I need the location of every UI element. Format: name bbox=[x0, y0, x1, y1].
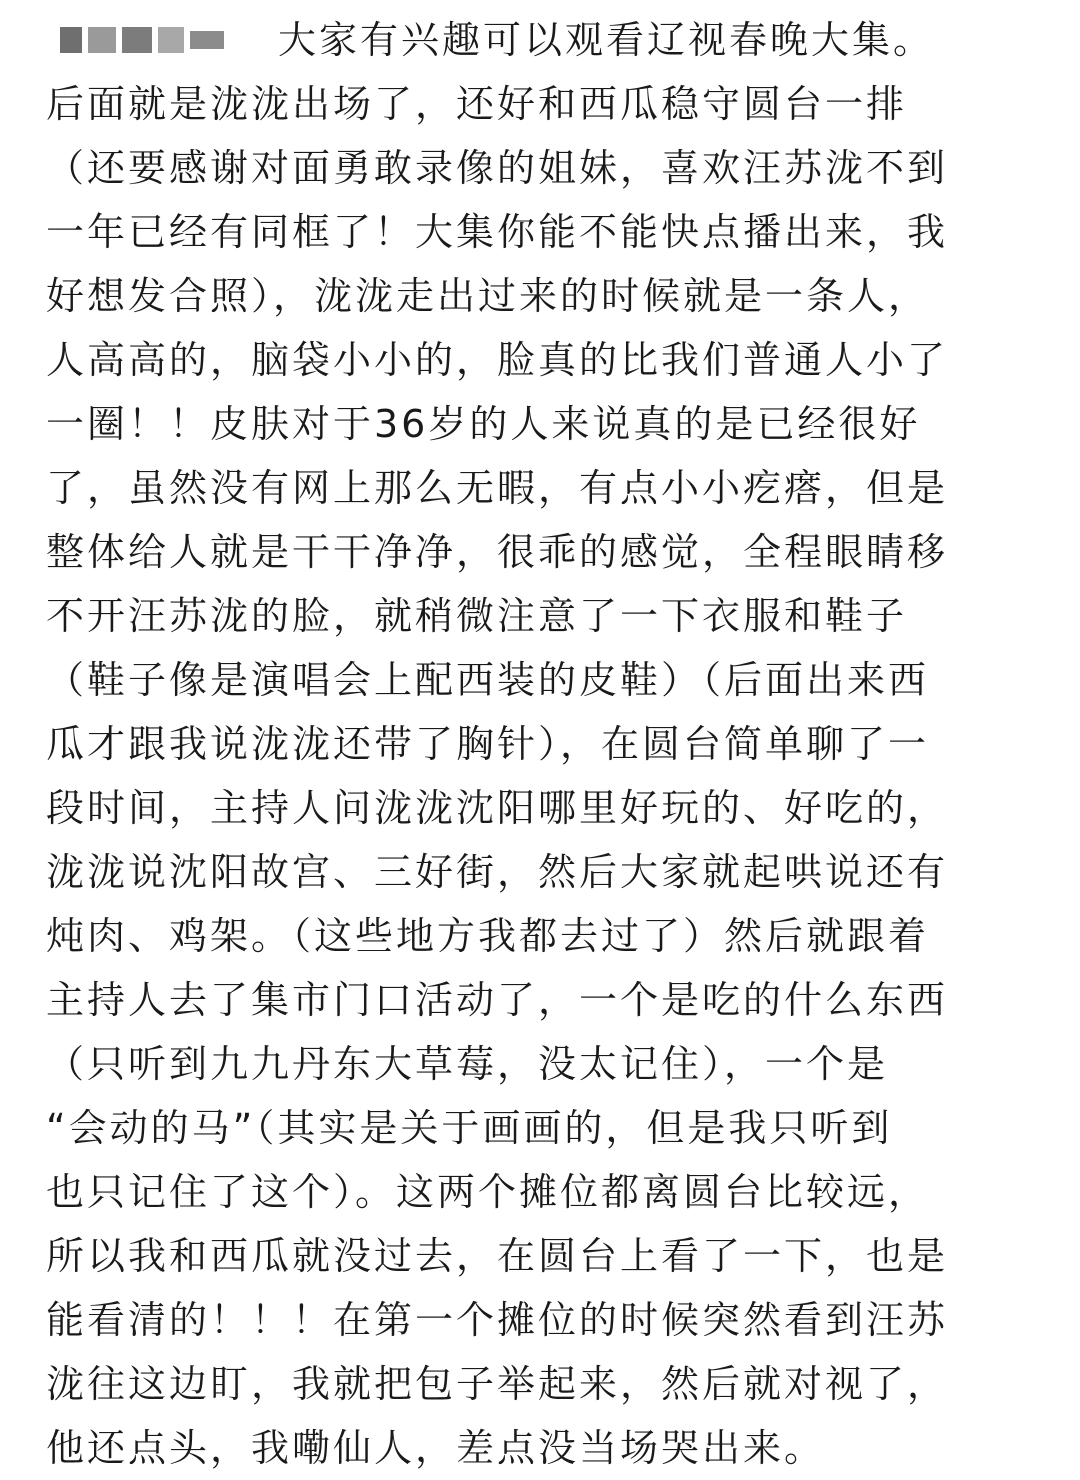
text-line: 段时间，主持人问泷泷沈阳哪里好玩的、好吃的， bbox=[46, 786, 949, 830]
post-body bbox=[46, 8, 1046, 1480]
text-line: 一圈！！皮肤对于36岁的人来说真的是已经很好 bbox=[46, 402, 921, 446]
text-line: 了，虽然没有网上那么无暇，有点小小疙瘩，但是 bbox=[46, 466, 949, 510]
text-line: 所以我和西瓜就没过去，在圆台上看了一下，也是 bbox=[46, 1234, 949, 1278]
text-line: 主持人去了集市门口活动了，一个是吃的什么东西 bbox=[46, 978, 949, 1022]
text-line: “会动的马”（其实是关于画画的，但是我只听到 bbox=[46, 1106, 893, 1150]
text-line: （鞋子像是演唱会上配西装的皮鞋）（后面出来西 bbox=[46, 658, 930, 702]
text-line: 泷往这边盯，我就把包子举起来，然后就对视了， bbox=[46, 1362, 949, 1406]
text-line: （还要感谢对面勇敢录像的姐妹，喜欢汪苏泷不到 bbox=[46, 146, 949, 190]
text-line: 也只记住了这个）。这两个摊位都离圆台比较远， bbox=[46, 1170, 930, 1214]
text-line: 后面就是泷泷出场了，还好和西瓜稳守圆台一排 bbox=[46, 82, 908, 126]
text-line: 泷泷说沈阳故宫、三好街，然后大家就起哄说还有 bbox=[46, 850, 949, 894]
text-line: （只听到九九丹东大草莓，没太记住），一个是 bbox=[46, 1042, 889, 1086]
text-line: 能看清的！！！在第一个摊位的时候突然看到汪苏 bbox=[46, 1298, 949, 1342]
text-line: 瓜才跟我说泷泷还带了胸针），在圆台简单聊了一 bbox=[46, 722, 930, 766]
text-line: 不开汪苏泷的脸，就稍微注意了一下衣服和鞋子 bbox=[46, 594, 908, 638]
text-line: 炖肉、鸡架。（这些地方我都去过了）然后就跟着 bbox=[46, 914, 930, 958]
text-line: 他还点头，我嘞仙人，差点没当场哭出来。 bbox=[46, 1426, 826, 1470]
text-line: 人高高的，脑袋小小的，脸真的比我们普通人小了 bbox=[46, 338, 949, 382]
text-line: 一年已经有同框了！大集你能不能快点播出来，我 bbox=[46, 210, 949, 254]
text-line: 好想发合照），泷泷走出过来的时候就是一条人， bbox=[46, 274, 930, 318]
text-line: 大家有兴趣可以观看辽视春晚大集。 bbox=[278, 18, 935, 62]
text-line: 整体给人就是干干净净，很乖的感觉，全程眼睛移 bbox=[46, 530, 949, 574]
